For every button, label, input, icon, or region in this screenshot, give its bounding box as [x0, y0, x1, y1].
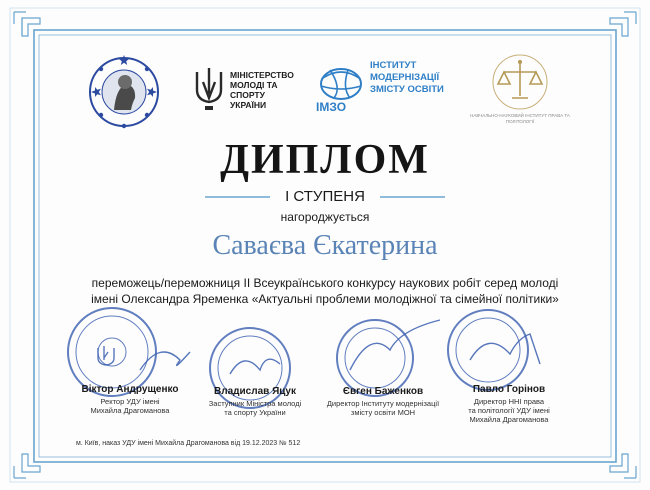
institute-name: ІНСТИТУТ МОДЕРНІЗАЦІЇ ЗМІСТУ ОСВІТИ	[370, 60, 444, 95]
signatory-role	[318, 399, 448, 417]
role-line: Заступник Міністра молоді	[208, 399, 302, 408]
role-line: Директор Інституту модернізації	[326, 399, 440, 408]
role-line: змісту освіти МОН	[350, 408, 416, 417]
role-line: Михайла Драгоманова	[469, 415, 549, 424]
signatory-name: Віктор Андрущенко	[81, 384, 179, 395]
role-line: Директор ННІ права	[473, 397, 545, 406]
role-line: Михайла Драгоманова	[90, 406, 170, 415]
diploma-title: ДИПЛОМ	[220, 137, 430, 183]
scales-emblem-icon	[482, 50, 558, 112]
awarded-label: нагороджується	[280, 210, 370, 224]
recipient-name: Саваєва Єкатерина	[212, 230, 438, 261]
role-line: та спорту України	[224, 408, 286, 417]
diploma-degree: І СТУПЕНЯ	[285, 188, 365, 205]
role-line: Ректор УДУ імені	[100, 397, 160, 406]
trident-icon	[193, 66, 225, 112]
signatory-role	[444, 397, 574, 424]
footer-order-note: м. Київ, наказ УДУ імені Михайла Драгоманова від 19.12.2023 № 512	[76, 440, 301, 447]
university-logo	[84, 52, 164, 132]
signatory-role	[70, 397, 190, 415]
globe-icon	[318, 64, 364, 100]
imzo-abbreviation: ІМЗО	[316, 100, 347, 114]
signatory-name: Павло Горінов	[472, 384, 546, 395]
signatory-role	[195, 399, 315, 417]
signatory-name: Владислав Яцук	[214, 386, 296, 397]
description-line: імені Олександра Яременка «Актуальні проблеми молодіжної та сімейної політики»	[91, 292, 559, 306]
role-line: та політології УДУ імені	[468, 406, 550, 415]
ministry-name: МІНІСТЕРСТВО МОЛОДІ ТА СПОРТУ УКРАЇНИ	[230, 70, 294, 110]
description-line: переможець/переможниця ІІ Всеукраїнського конкурсу наукових робіт серед молоді	[91, 276, 559, 290]
signatory-name: Євген Баженков	[342, 386, 424, 397]
law-institute-name: НАВЧАЛЬНО-НАУКОВИЙ ІНСТИТУТ ПРАВА ТА ПОЛІТОЛОГІЇ	[470, 113, 570, 124]
